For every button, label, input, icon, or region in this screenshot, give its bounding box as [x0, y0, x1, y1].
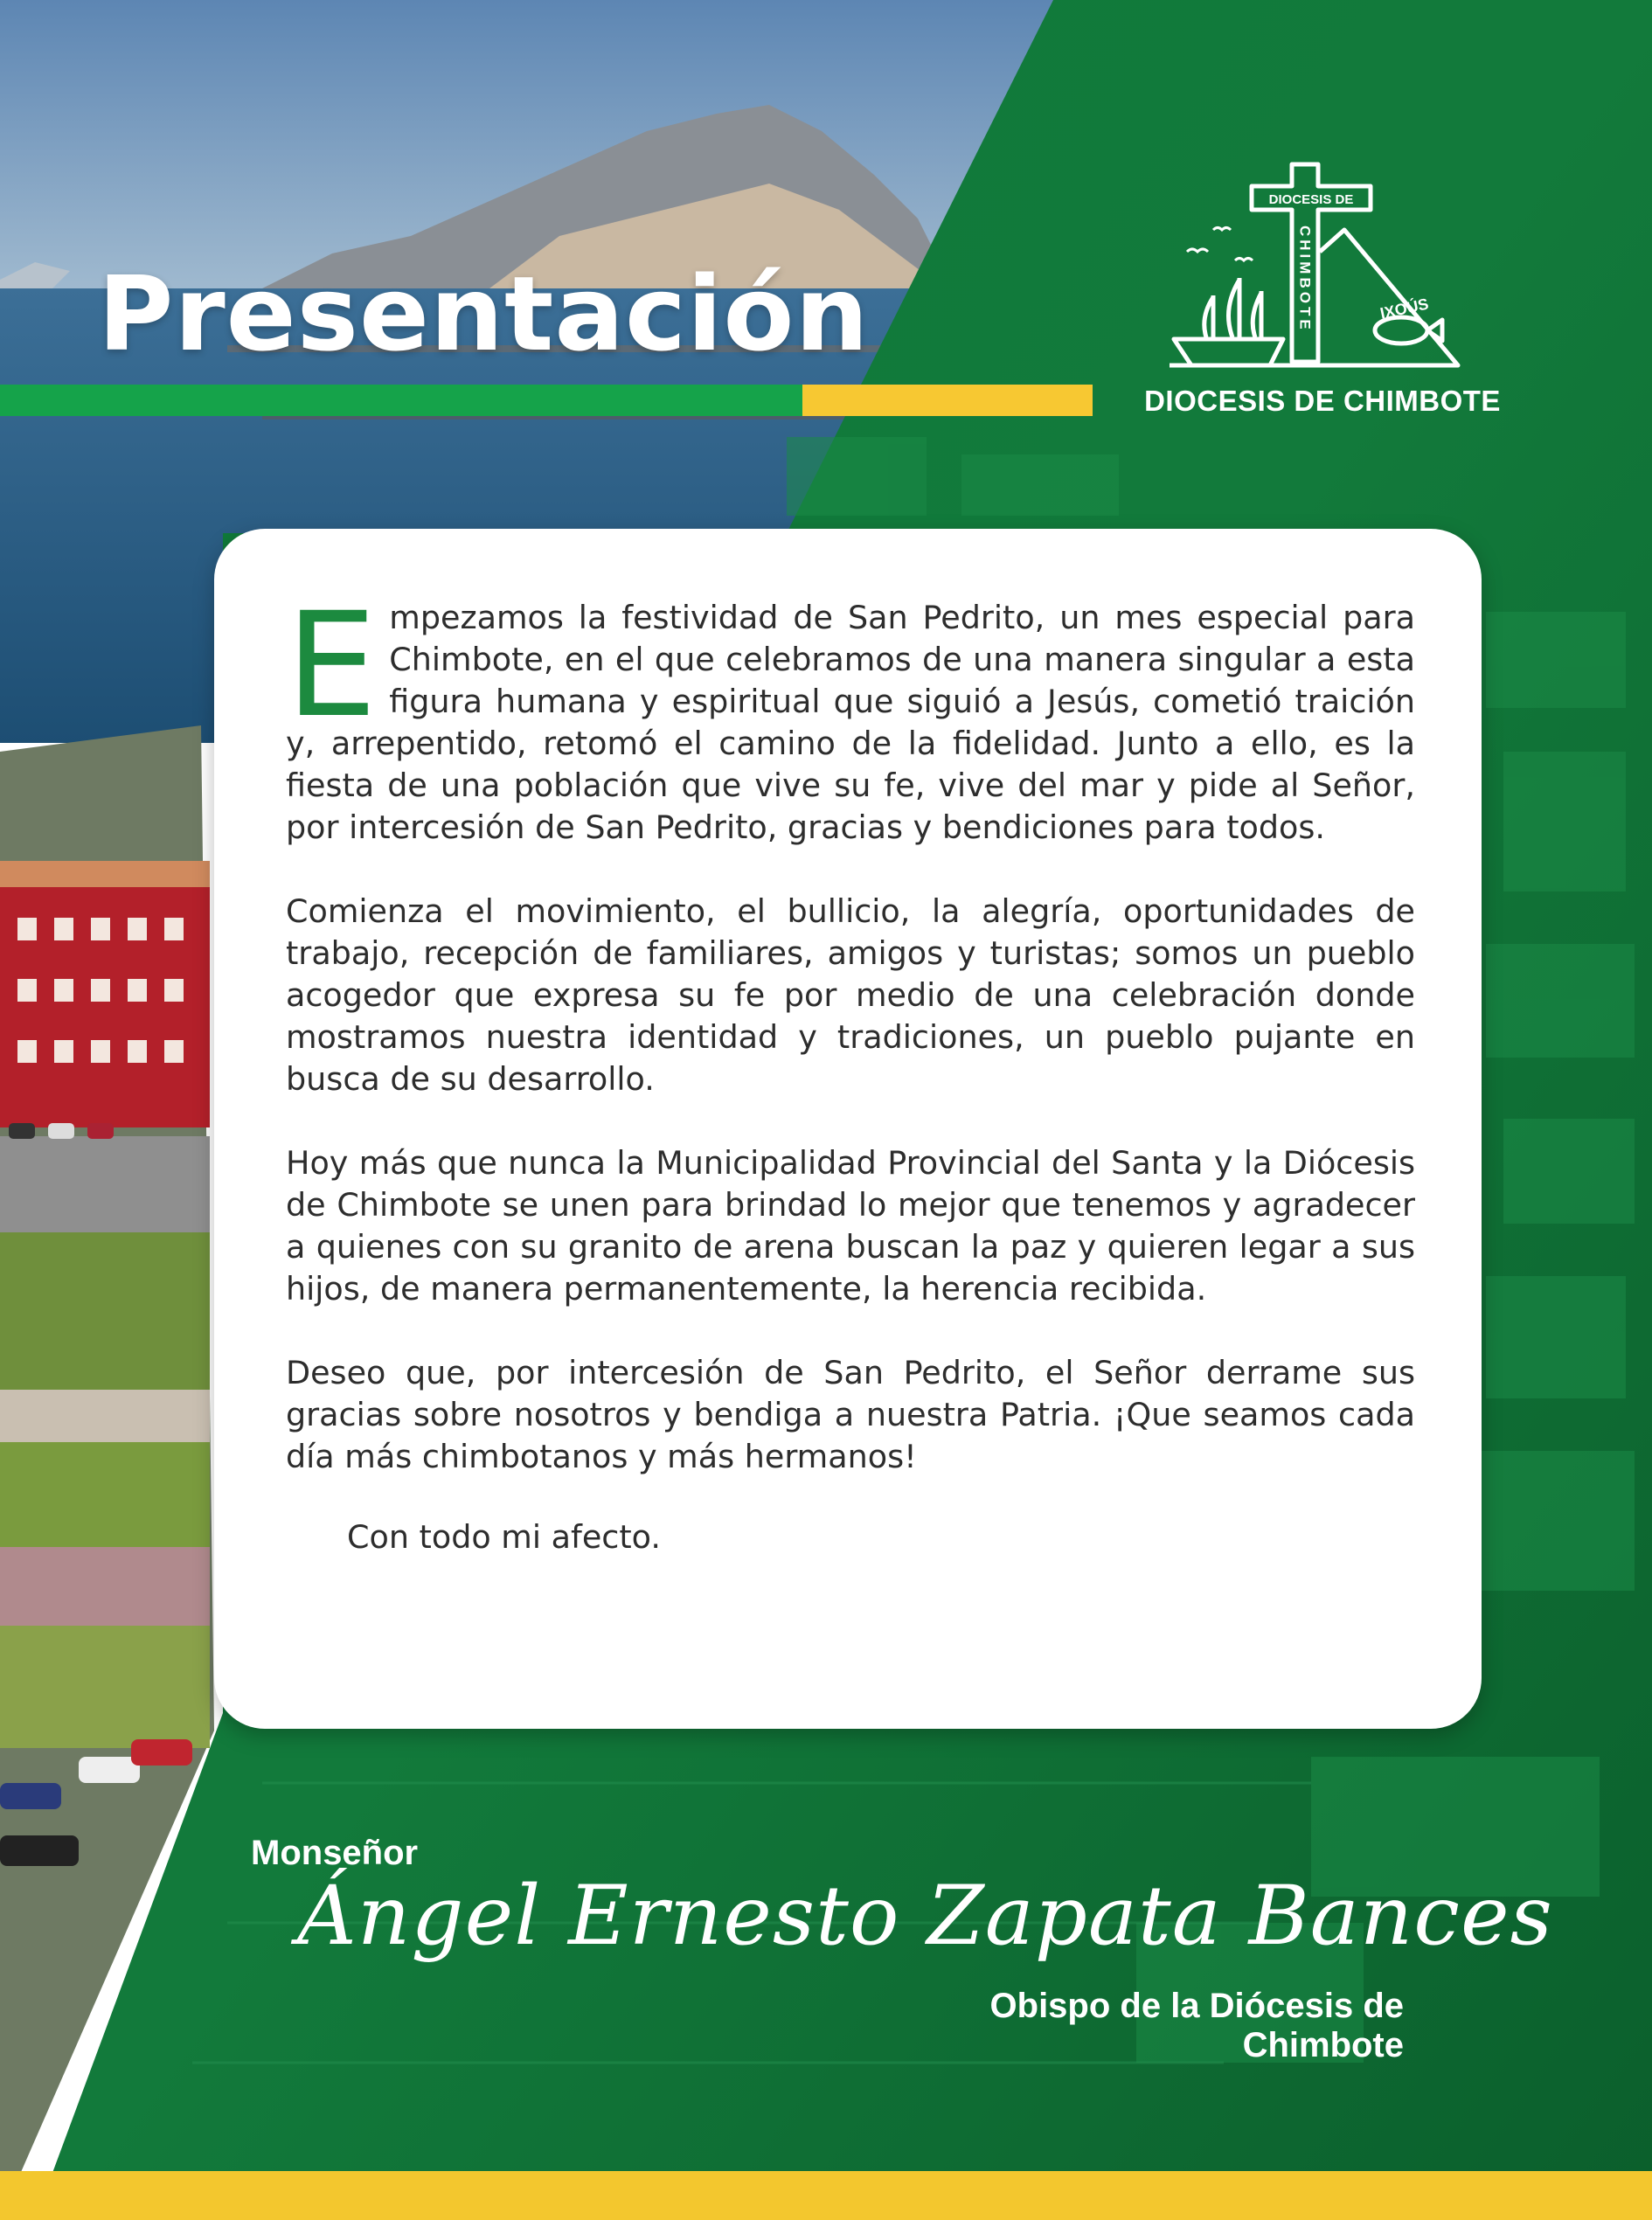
letter-body	[286, 581, 1415, 1600]
signature-name: Ángel Ernesto Zapata Bances	[297, 1869, 1553, 1964]
letter-paragraph-1-text: mpezamos la festividad de San Pedrito, un mes especial para Chimbote, en el que celebramos de una manera singular a esta figura humana y espiritual que siguió a Jesús, cometió traición y, arrepentido, retomó el camino de la fidelidad. Junto a ello, es la fiesta de una población que vive su fe, vive del mar y pide al Señor, por intercesión de San Pedrito, gracias y bendiciones para todos.	[286, 599, 1415, 846]
logo-vertical-text: CHIMBOTE	[1296, 225, 1314, 333]
signature-honorific: Monseñor	[251, 1834, 419, 1872]
bottom-accent-bar	[0, 2171, 1652, 2220]
letter-closing: Con todo mi afecto.	[347, 1518, 661, 1556]
letter-paragraph-3: Hoy más que nunca la Municipalidad Provincial del Santa y la Diócesis de Chimbote se unen para brindad lo mejor que tenemos y agradecer a quienes con su granito de arena buscan la paz y quieren legar a sus hijos, de manera permanentemente, la herencia recibida.	[286, 1144, 1415, 1308]
logo-fish-text: IXOÚS	[1378, 295, 1431, 323]
title-accent-green	[0, 385, 802, 416]
letter-paragraph-4: Deseo que, por intercesión de San Pedrito, el Señor derrame sus gracias sobre nosotros y bendiga a nuestra Patria. ¡Que seamos cada día más chimbotanos y más hermanos!	[286, 1354, 1415, 1475]
letter-paragraph-2: Comienza el movimiento, el bullicio, la alegría, oportunidades de trabajo, recepción de familiares, amigos y turistas; somos un pueblo acogedor que expresa su fe por medio de una celebración donde mostramos nuestra identidad y tradiciones, un pueblo pujante en busca de su desarrollo.	[286, 892, 1415, 1098]
drop-cap: E	[286, 581, 378, 749]
letter-paragraph-1	[286, 581, 1415, 849]
logo-cross-text: DIOCESIS DE	[1268, 192, 1354, 207]
logo-caption: DIOCESIS DE CHIMBOTE	[1144, 385, 1501, 417]
letter-card	[214, 529, 1482, 1729]
signature-title: Obispo de la Diócesis de Chimbote	[989, 1987, 1404, 2064]
title-accent-yellow	[802, 385, 1093, 416]
page-title: Presentación	[98, 253, 870, 374]
